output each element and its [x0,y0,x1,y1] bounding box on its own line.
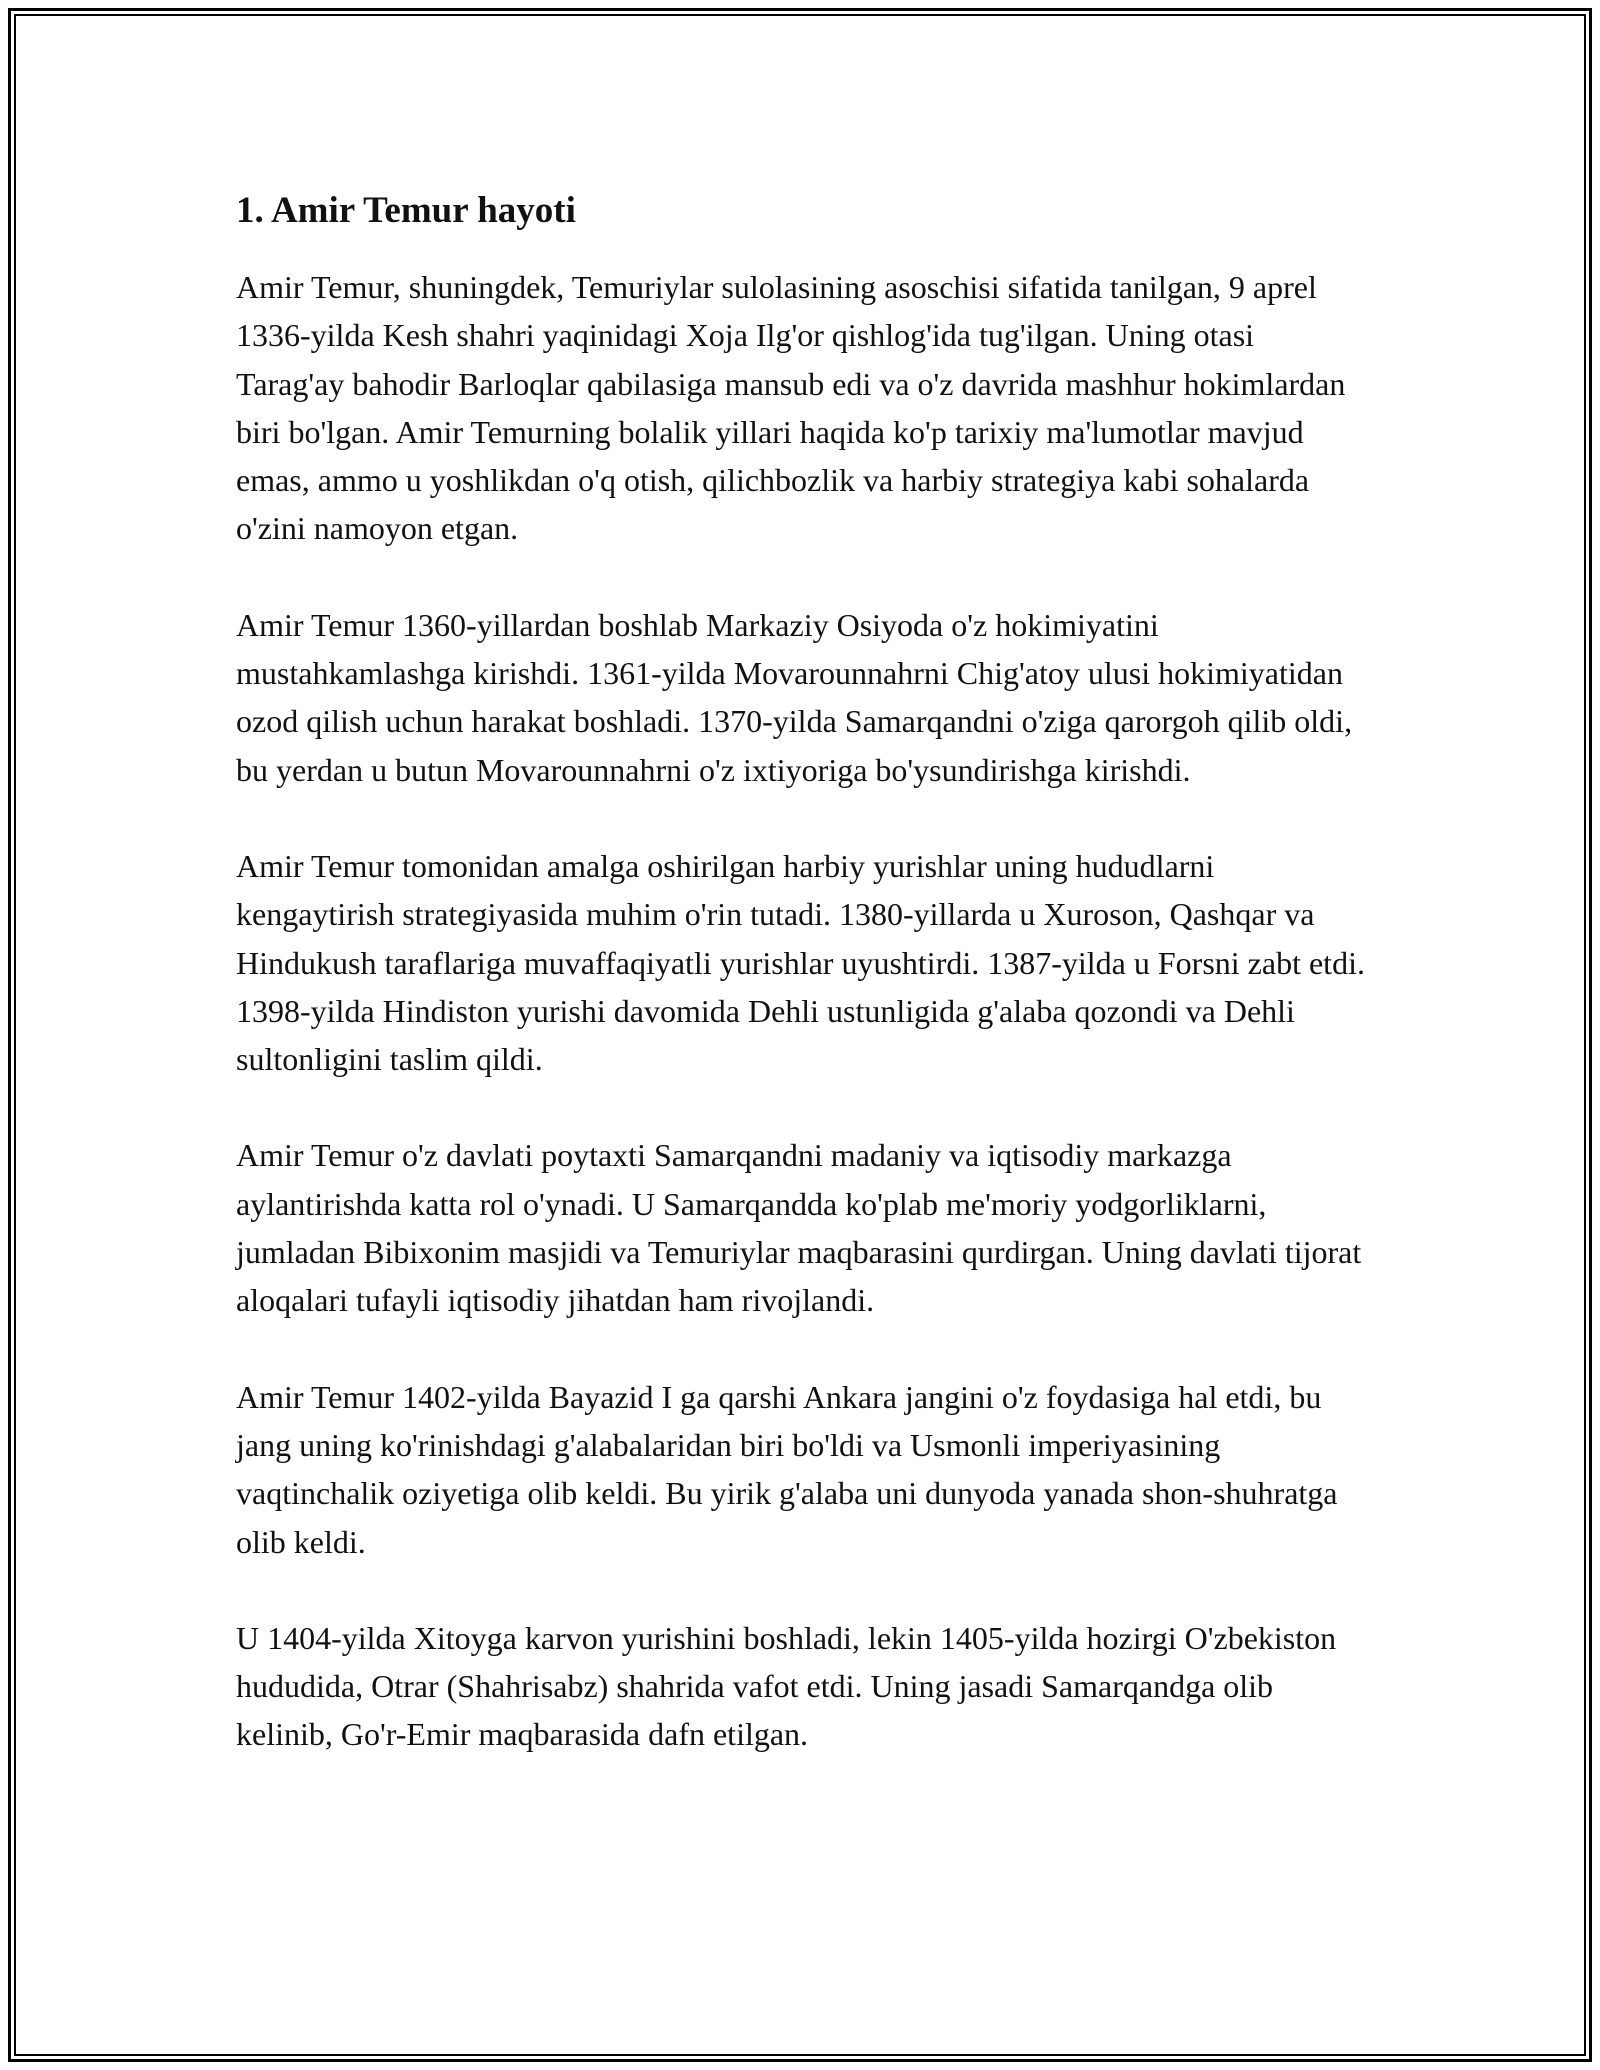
paragraph-rise-to-power: Amir Temur 1360-yillardan boshlab Markaziy Osiyoda o'z hokimiyatini mustahkamlashga kirishdi. 1361-yilda Movarounnahrni Chig'atoy ulusi hokimiyatidan ozod qilish uchun harakat boshladi. 1370-yilda Samarqandni o'ziga qarorgoh qilib oldi, bu yerdan u butun Movarounnahrni o'z ixtiyoriga bo'ysundirishga kirishdi. [236,606,1353,788]
paragraph-death: U 1404-yilda Xitoyga karvon yurishini boshladi, lekin 1405-yilda hozirgi O'zbekiston hududida, Otrar (Shahrisabz) shahrida vafot etdi. Uning jasadi Samarqandga olib kelinib, Go'r-Emir maqbarasida dafn etilgan. [236,1619,1337,1753]
paragraph-early-life: Amir Temur, shuningdek, Temuriylar sulolasining asoschisi sifatida tanilgan, 9 aprel 1336-yilda Kesh shahri yaqinidagi Xoja Ilg'or qishlog'ida tug'ilgan. Uning otasi Tarag'ay bahodir Barloqlar qabilasiga mansub edi va o'z davrida mashhur hokimlardan biri bo'lgan. Amir Temurning bolalik yillari haqida ko'p tarixiy ma'lumotlar mavjud emas, ammo u yoshlikdan o'q otish, qilichbozlik va harbiy strategiya kabi sohalarda o'zini namoyon etgan. [236,269,1346,547]
paragraph-battle-of-ankara: Amir Temur 1402-yilda Bayazid I ga qarshi Ankara jangini o'z foydasiga hal etdi, bu jang uning ko'rinishdagi g'alabalaridan biri bo'ldi va Usmonli imperiyasining vaqtinchalik oziyetiga olib keldi. Bu yirik g'alaba uni dunyoda yanada shon-shuhratga olib keldi. [236,1378,1338,1560]
document-body [236,185,1366,1807]
page-title: 1. Amir Temur hayoti [236,190,576,231]
paragraph-samarkand-capital: Amir Temur o'z davlati poytaxti Samarqandni madaniy va iqtisodiy markazga aylantirishda katta rol o'ynadi. U Samarqandda ko'plab me'moriy yodgorliklarni, jumladan Bibixonim masjidi va Temuriylar maqbarasini qurdirgan. Uning davlati tijorat aloqalari tufayli iqtisodiy jihatdan ham rivojlandi. [236,1137,1362,1319]
paragraph-military-campaigns: Amir Temur tomonidan amalga oshirilgan harbiy yurishlar uning hududlarni kengaytirish strategiyasida muhim o'rin tutadi. 1380-yillarda u Xuroson, Qashqar va Hindukush taraflariga muvaffaqiyatli yurishlar uyushtirdi. 1387-yilda u Forsni zabt etdi. 1398-yilda Hindiston yurishi davomida Dehli ustunligida g'alaba qozondi va Dehli sultonligini taslim qildi. [236,847,1365,1078]
